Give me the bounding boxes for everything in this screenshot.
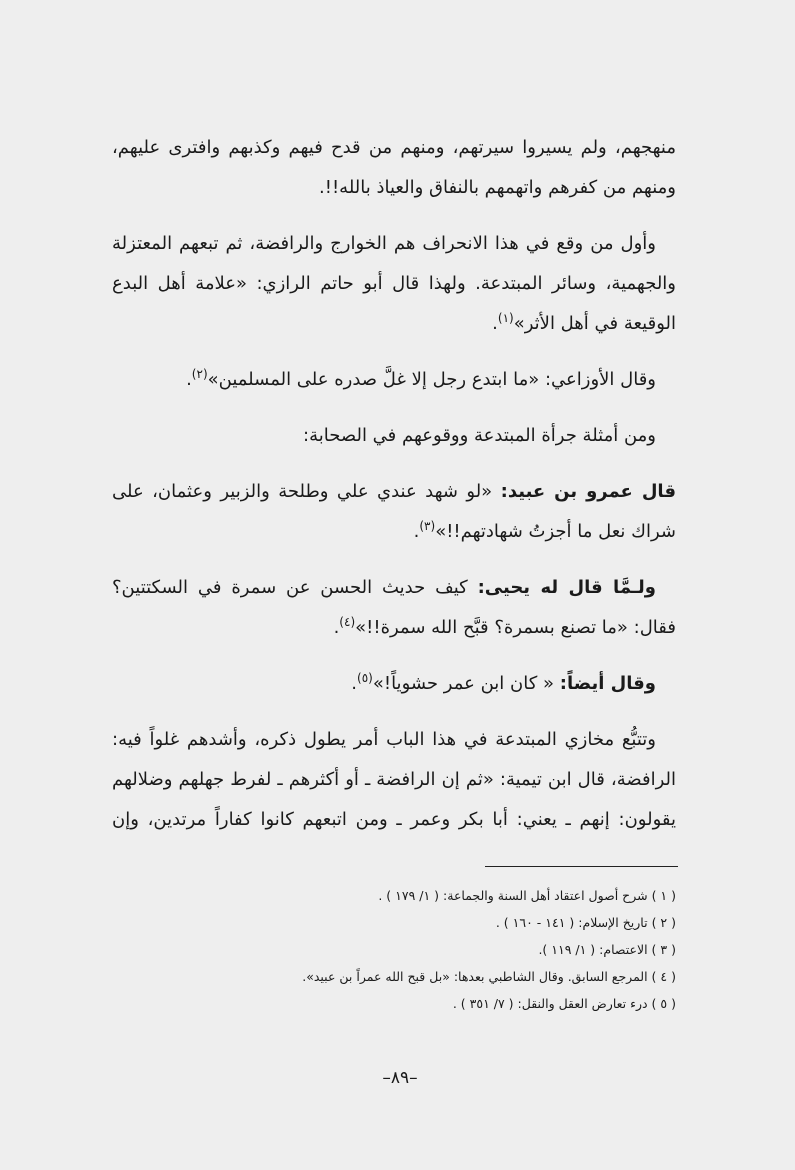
footnote-item: ( ٥ ) درء تعارض العقل والنقل: ( ٧/ ٣٥١ ) . xyxy=(452,996,676,1011)
footnote-marker: (٥) xyxy=(357,671,373,685)
text-line: وقال أيضاً: « كان ابن عمر حشوياً!»$^{(٥)}$. xyxy=(351,671,656,694)
quote-text: «لو شهد عندي علي وطلحة والزبير وعثمان، على xyxy=(112,481,493,502)
speaker-label: قال عمرو بن عبيد: xyxy=(500,481,676,502)
footnote-divider xyxy=(485,866,678,867)
text-line: فقال: «ما تصنع بسمرة؟ قبَّح الله سمرة!!»$^{(٤)}$. xyxy=(333,615,676,638)
text-line: والجهمية، وسائر المبتدعة. ولهذا قال أبو حاتم الرازي: «علامة أهل البدع xyxy=(112,273,676,294)
speaker-label: وقال أيضاً: xyxy=(559,673,656,694)
footnote-item: ( ٣ ) الاعتصام: ( ١/ ١١٩ ). xyxy=(538,942,676,957)
text-line: وأول من وقع في هذا الانحراف هم الخوارج والرافضة، ثم تبعهم المعتزلة xyxy=(112,233,656,254)
text-line xyxy=(112,472,676,512)
footnote-item: ( ٤ ) المرجع السابق. وقال الشاطبي بعدها: «بل قبح الله عمراً بن عبيد». xyxy=(302,969,676,984)
text-line: شراك نعل ما أجزتُ شهادتهم!!»$^{(٣)}$. xyxy=(413,519,676,542)
quote-text: الوقيعة في أهل الأثر» xyxy=(513,313,676,334)
text-line: الوقيعة في أهل الأثر»$^{(١)}$. xyxy=(492,311,676,334)
quote-text: شراك نعل ما أجزتُ شهادتهم!!» xyxy=(435,521,676,542)
quote-text: وقال الأوزاعي: «ما ابتدع رجل إلا غلَّ صدره على المسلمين» xyxy=(207,369,656,390)
quote-text: « كان ابن عمر حشوياً!» xyxy=(372,673,555,694)
footnotes xyxy=(300,882,676,1017)
footnote-marker: (٤) xyxy=(339,615,356,629)
quote-text: كيف حديث الحسن عن سمرة في السكتتين؟ xyxy=(112,577,468,598)
footnote-marker: (١) xyxy=(497,311,514,325)
text-line: ومن أمثلة جرأة المبتدعة ووقوعهم في الصحابة: xyxy=(303,425,656,446)
text-line: منهجهم، ولم يسيروا سيرتهم، ومنهم من قدح فيهم وكذبهم وافترى عليهم، xyxy=(112,137,676,158)
footnote-marker: (٢) xyxy=(191,367,208,381)
speaker-label: ولـمَّا قال له يحيى: xyxy=(477,577,656,598)
main-text xyxy=(112,128,676,840)
text-line: يقولون: إنهم ـ يعني: أبا بكر وعمر ـ ومن اتبعهم كانوا كفاراً مرتدين، وإن xyxy=(112,809,676,830)
text-line: وقال الأوزاعي: «ما ابتدع رجل إلا غلَّ صدره على المسلمين»$^{(٢)}$. xyxy=(186,367,656,390)
text-line xyxy=(112,568,676,608)
page-number: –٨٩– xyxy=(382,1068,418,1088)
text-line: ومنهم من كفرهم واتهمهم بالنفاق والعياذ بالله!!. xyxy=(319,177,676,198)
text-line: الرافضة، قال ابن تيمية: «ثم إن الرافضة ـ أو أكثرهم ـ لفرط جهلهم وضلالهم xyxy=(112,769,676,790)
footnote-marker: (٣) xyxy=(419,519,436,533)
footnote-item: ( ١ ) شرح أصول اعتقاد أهل السنة والجماعة: ( ١/ ١٧٩ ) . xyxy=(378,888,676,903)
quote-text: فقال: «ما تصنع بسمرة؟ قبَّح الله سمرة!!» xyxy=(355,617,676,638)
text-line: وتتبُّع مخازي المبتدعة في هذا الباب أمر يطول ذكره، وأشدهم غلواً فيه: xyxy=(112,729,656,750)
footnote-item: ( ٢ ) تاريخ الإسلام: ( ١٤١ - ١٦٠ ) . xyxy=(495,915,676,930)
